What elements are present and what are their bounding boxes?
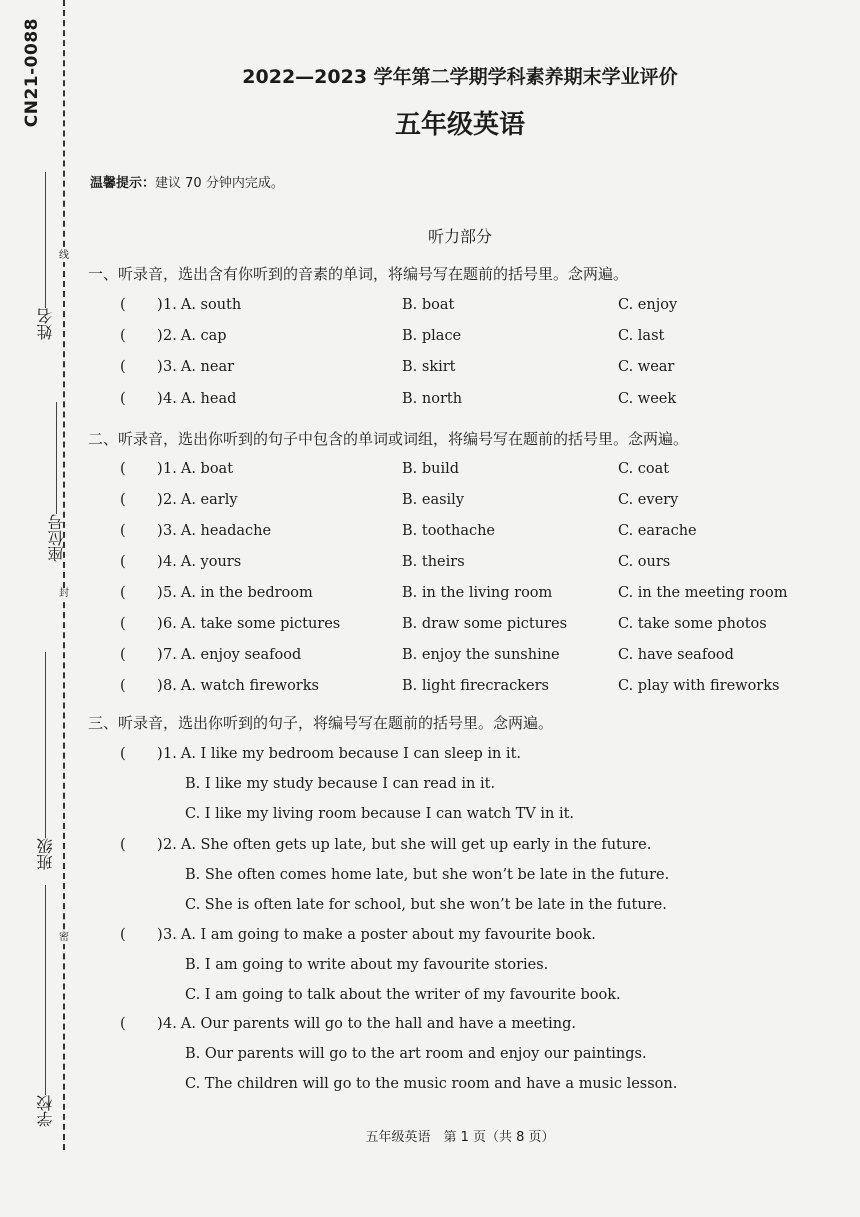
page-footer: 五年级英语 第 1 页（共 8 页） <box>365 1130 555 1145</box>
option-b: B. skirt <box>402 359 456 375</box>
option-b: B. easily <box>402 492 465 508</box>
option-a: A. head <box>180 391 237 407</box>
section1-question <box>0 391 860 415</box>
question-number-text: 4. <box>163 391 177 407</box>
section1-question <box>0 359 860 383</box>
option-c: C. I like my living room because I can watch TV in it. <box>185 806 575 822</box>
section3-option-row <box>0 987 860 1011</box>
question-number <box>163 616 340 632</box>
option-a: A. early <box>180 492 238 508</box>
option-b: B. boat <box>402 297 455 313</box>
answer-bracket-close[interactable]: ) <box>157 837 163 853</box>
answer-bracket[interactable]: ( <box>120 746 126 762</box>
field-label: 班级 <box>35 838 55 870</box>
section2-question <box>0 461 860 485</box>
question-number <box>163 523 271 539</box>
answer-bracket[interactable]: ( <box>120 461 126 477</box>
answer-bracket[interactable]: ( <box>120 616 126 632</box>
cut-word-xian: 线 <box>56 250 72 262</box>
answer-bracket-close[interactable]: ) <box>157 616 163 632</box>
question-number <box>163 1016 576 1032</box>
exam-title: 2022—2023 学年第二学期学科素养期末学业评价 <box>242 66 678 88</box>
tip-label: 温馨提示： <box>90 176 156 191</box>
question-number-text: 4. <box>163 1016 177 1032</box>
answer-bracket[interactable]: ( <box>120 554 126 570</box>
option-c: C. earache <box>618 523 697 539</box>
question-number-text: 1. <box>163 746 177 762</box>
option-b: B. toothache <box>402 523 496 539</box>
answer-bracket-close[interactable]: ) <box>157 678 163 694</box>
section1-heading: 一、听录音，选出含有你听到的音素的单词，将编号写在题前的括号里。念两遍。 <box>88 265 629 283</box>
field-label: 座位号 <box>47 514 66 562</box>
question-number <box>163 678 319 694</box>
question-number <box>163 837 651 853</box>
option-a: A. take some pictures <box>180 616 341 632</box>
option-c: C. She is often late for school, but she won’t be late in the future. <box>185 897 667 913</box>
question-number <box>163 927 596 943</box>
option-b: B. She often comes home late, but she won’t be late in the future. <box>185 867 670 883</box>
option-a: A. south <box>180 297 242 313</box>
option-a: A. cap <box>180 328 227 344</box>
exam-subject: 五年级英语 <box>394 110 525 140</box>
option-a: A. yours <box>180 554 242 570</box>
section3-question <box>0 746 860 770</box>
answer-bracket[interactable]: ( <box>120 837 126 853</box>
answer-bracket-close[interactable]: ) <box>157 391 163 407</box>
option-b: B. theirs <box>402 554 465 570</box>
option-c: C. coat <box>618 461 670 477</box>
question-number <box>163 391 236 407</box>
answer-bracket[interactable]: ( <box>120 1016 126 1032</box>
cut-word-feng: 封 <box>56 588 72 600</box>
option-b: B. light firecrackers <box>402 678 549 694</box>
section3-heading: 三、听录音，选出你听到的句子，将编号写在题前的括号里。念两遍。 <box>88 714 554 732</box>
section3-option-row <box>0 1076 860 1100</box>
answer-bracket-close[interactable]: ) <box>157 746 163 762</box>
section2-question <box>0 616 860 640</box>
section2-heading: 二、听录音，选出你听到的句子中包含的单词或词组，将编号写在题前的括号里。念两遍。 <box>88 430 689 448</box>
option-c: C. take some photos <box>618 616 767 632</box>
field-label: 学校 <box>35 1095 55 1127</box>
question-number-text: 3. <box>163 359 177 375</box>
answer-bracket-close[interactable]: ) <box>157 461 163 477</box>
answer-bracket[interactable]: ( <box>120 492 126 508</box>
answer-bracket[interactable]: ( <box>120 523 126 539</box>
option-c: C. play with fireworks <box>618 678 780 694</box>
section3-question <box>0 837 860 861</box>
section3-question <box>0 927 860 951</box>
option-b: B. Our parents will go to the art room and enjoy our paintings. <box>185 1046 647 1062</box>
answer-bracket[interactable]: ( <box>120 328 126 344</box>
question-number-text: 3. <box>163 523 177 539</box>
option-a: A. in the bedroom <box>180 585 313 601</box>
answer-bracket-close[interactable]: ) <box>157 297 163 313</box>
option-a: A. I am going to make a poster about my favourite book. <box>180 927 596 943</box>
section1-question <box>0 328 860 352</box>
question-number-text: 1. <box>163 297 177 313</box>
section2-question <box>0 523 860 547</box>
question-number <box>163 297 241 313</box>
section1-question <box>0 297 860 321</box>
option-b: B. I am going to write about my favourite stories. <box>185 957 549 973</box>
option-a: A. watch fireworks <box>180 678 319 694</box>
answer-bracket[interactable]: ( <box>120 678 126 694</box>
section3-question <box>0 1016 860 1040</box>
question-number-text: 3. <box>163 927 177 943</box>
section3-option-row <box>0 776 860 800</box>
option-c: C. I am going to talk about the writer of my favourite book. <box>185 987 621 1003</box>
question-number-text: 8. <box>163 678 177 694</box>
question-number <box>163 647 301 663</box>
option-a: A. She often gets up late, but she will get up early in the future. <box>180 837 652 853</box>
option-b: B. in the living room <box>402 585 553 601</box>
question-number-text: 2. <box>163 837 177 853</box>
question-number-text: 6. <box>163 616 177 632</box>
question-number <box>163 585 313 601</box>
option-c: C. ours <box>618 554 671 570</box>
answer-bracket[interactable]: ( <box>120 359 126 375</box>
option-a: A. near <box>180 359 235 375</box>
answer-bracket-close[interactable]: ) <box>157 359 163 375</box>
option-a: A. I like my bedroom because I can sleep in it. <box>180 746 522 762</box>
tip <box>90 172 284 191</box>
option-c: C. in the meeting room <box>618 585 788 601</box>
option-c: C. last <box>618 328 665 344</box>
question-number <box>163 359 234 375</box>
answer-bracket-close[interactable]: ) <box>157 927 163 943</box>
question-number <box>163 461 233 477</box>
section2-question <box>0 492 860 516</box>
question-number-text: 1. <box>163 461 177 477</box>
answer-bracket[interactable]: ( <box>120 927 126 943</box>
option-a: A. headache <box>180 523 272 539</box>
question-number <box>163 554 241 570</box>
question-number <box>163 328 227 344</box>
answer-bracket[interactable]: ( <box>120 391 126 407</box>
option-c: C. The children will go to the music room and have a music lesson. <box>185 1076 678 1092</box>
answer-bracket[interactable]: ( <box>120 647 126 663</box>
section3-option-row <box>0 867 860 891</box>
answer-bracket-close[interactable]: ) <box>157 1016 163 1032</box>
option-a: A. enjoy seafood <box>180 647 302 663</box>
answer-bracket-close[interactable]: ) <box>157 328 163 344</box>
field-label: 姓名 <box>35 308 55 340</box>
option-a: A. Our parents will go to the hall and have a meeting. <box>180 1016 576 1032</box>
option-a: A. boat <box>180 461 234 477</box>
section2-question <box>0 554 860 578</box>
section2-question <box>0 678 860 702</box>
answer-bracket-close[interactable]: ) <box>157 554 163 570</box>
question-number-text: 4. <box>163 554 177 570</box>
option-b: B. enjoy the sunshine <box>402 647 560 663</box>
option-c: C. have seafood <box>618 647 734 663</box>
part-title: 听力部分 <box>427 227 492 246</box>
section2-question <box>0 585 860 609</box>
option-b: B. draw some pictures <box>402 616 568 632</box>
option-c: C. enjoy <box>618 297 678 313</box>
option-c: C. every <box>618 492 679 508</box>
answer-bracket-close[interactable]: ) <box>157 585 163 601</box>
option-c: C. wear <box>618 359 675 375</box>
cut-word-mi: 密 <box>56 932 72 944</box>
option-b: B. place <box>402 328 462 344</box>
question-number <box>163 492 238 508</box>
answer-bracket[interactable]: ( <box>120 297 126 313</box>
answer-bracket-close[interactable]: ) <box>157 523 163 539</box>
answer-bracket-close[interactable]: ) <box>157 492 163 508</box>
paper-code: CN21-0088 <box>22 18 42 128</box>
section3-option-row <box>0 957 860 981</box>
section3-option-row <box>0 897 860 921</box>
answer-bracket[interactable]: ( <box>120 585 126 601</box>
tip-text: 建议 70 分钟内完成。 <box>155 176 284 191</box>
section3-option-row <box>0 806 860 830</box>
section3-option-row <box>0 1046 860 1070</box>
question-number-text: 2. <box>163 328 177 344</box>
answer-bracket-close[interactable]: ) <box>157 647 163 663</box>
option-b: B. north <box>402 391 463 407</box>
option-b: B. build <box>402 461 460 477</box>
section2-question <box>0 647 860 671</box>
question-number-text: 2. <box>163 492 177 508</box>
question-number <box>163 746 521 762</box>
question-number-text: 5. <box>163 585 177 601</box>
question-number-text: 7. <box>163 647 177 663</box>
option-c: C. week <box>618 391 677 407</box>
option-b: B. I like my study because I can read in it. <box>185 776 496 792</box>
